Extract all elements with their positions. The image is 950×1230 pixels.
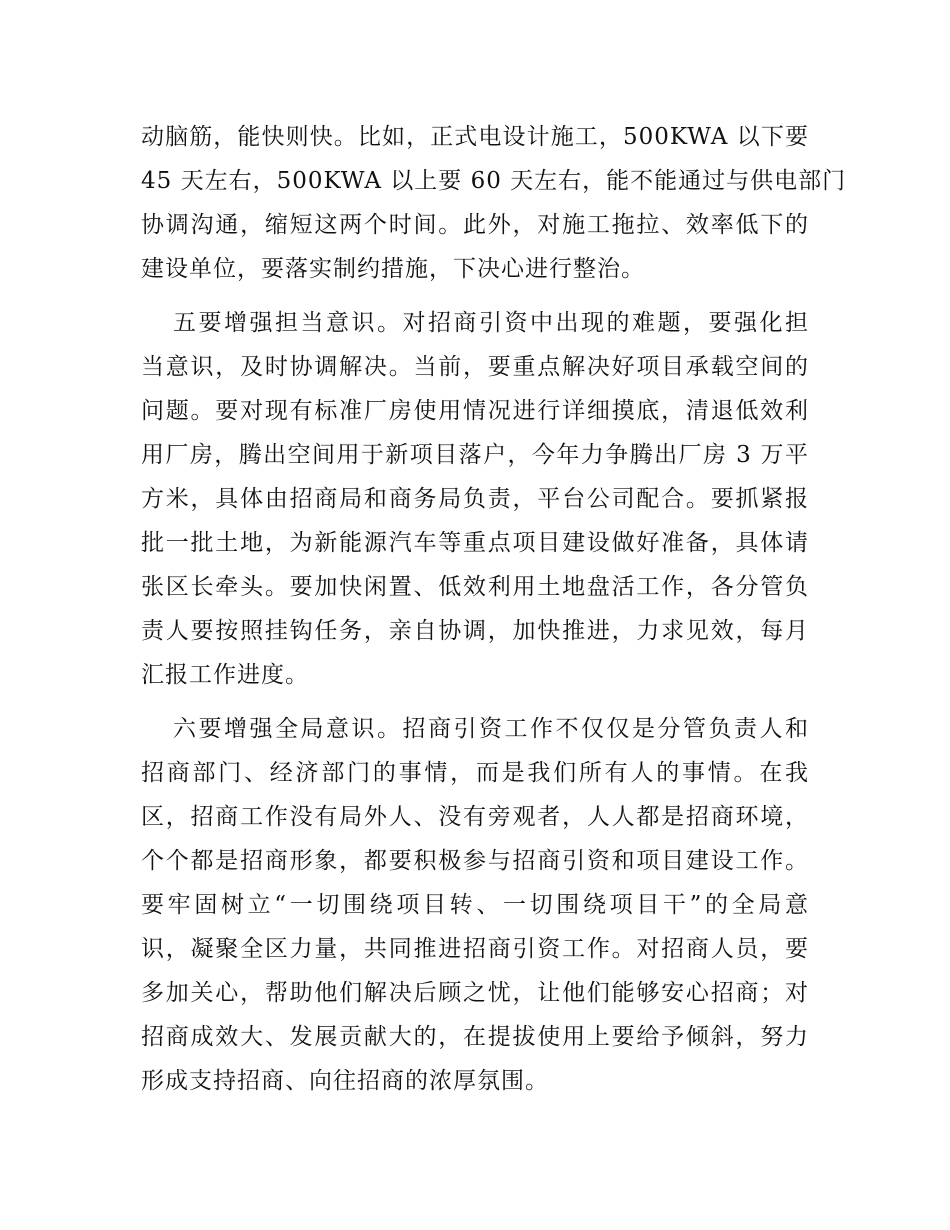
paragraph-2-line-2: 当意识，及时协调解决。当前，要重点解决好项目承载空间的 bbox=[141, 354, 809, 380]
paragraph-2-line-9: 汇报工作进度。 bbox=[141, 662, 309, 688]
paragraph-2-line-3: 问题。要对现有标准厂房使用情况进行详细摸底，清退低效利 bbox=[141, 398, 809, 424]
paragraph-3-line-5: 要牢固树立“一切围绕项目转、一切围绕项目干”的全局意 bbox=[141, 892, 809, 918]
paragraph-2-line-4: 用厂房，腾出空间用于新项目落户，今年力争腾出厂房 3 万平 bbox=[141, 442, 809, 468]
paragraph-2-line-6: 批一批土地，为新能源汽车等重点项目建设做好准备，具体请 bbox=[141, 530, 809, 556]
paragraph-2-line-8: 责人要按照挂钩任务，亲自协调，加快推进，力求见效，每月 bbox=[141, 618, 809, 644]
paragraph-3-line-1: 六要增强全局意识。招商引资工作不仅仅是分管负责人和 bbox=[173, 716, 809, 742]
paragraph-3-line-2: 招商部门、经济部门的事情，而是我们所有人的事情。在我 bbox=[141, 760, 809, 786]
paragraph-1-line-1: 动脑筋，能快则快。比如，正式电设计施工，500KWA 以下要 bbox=[141, 124, 809, 150]
document-body bbox=[141, 115, 847, 1103]
paragraph-1-line-3: 协调沟通，缩短这两个时间。此外，对施工拖拉、效率低下的 bbox=[141, 212, 809, 238]
paragraph-gap bbox=[141, 291, 809, 301]
paragraph-2-line-7: 张区长牵头。要加快闲置、低效利用土地盘活工作，各分管负 bbox=[141, 574, 809, 600]
paragraph-3-line-4: 个个都是招商形象，都要积极参与招商引资和项目建设工作。 bbox=[141, 848, 809, 874]
paragraph-3-line-9: 形成支持招商、向往招商的浓厚氛围。 bbox=[141, 1068, 549, 1094]
paragraph-gap bbox=[141, 697, 809, 707]
paragraph-3-line-7: 多加关心，帮助他们解决后顾之忧，让他们能够安心招商；对 bbox=[141, 980, 809, 1006]
paragraph-1-line-2: 45 天左右，500KWA 以上要 60 天左右，能不能通过与供电部门 bbox=[141, 168, 847, 194]
paragraph-1-line-4: 建设单位，要落实制约措施，下决心进行整治。 bbox=[141, 256, 645, 282]
paragraph-2-line-1: 五要增强担当意识。对招商引资中出现的难题，要强化担 bbox=[173, 310, 809, 336]
paragraph-3-line-3: 区，招商工作没有局外人、没有旁观者，人人都是招商环境， bbox=[141, 804, 809, 830]
paragraph-2-line-5: 方米，具体由招商局和商务局负责，平台公司配合。要抓紧报 bbox=[141, 486, 809, 512]
paragraph-3-line-8: 招商成效大、发展贡献大的，在提拔使用上要给予倾斜，努力 bbox=[141, 1024, 809, 1050]
paragraph-3-line-6: 识，凝聚全区力量，共同推进招商引资工作。对招商人员，要 bbox=[141, 936, 809, 962]
